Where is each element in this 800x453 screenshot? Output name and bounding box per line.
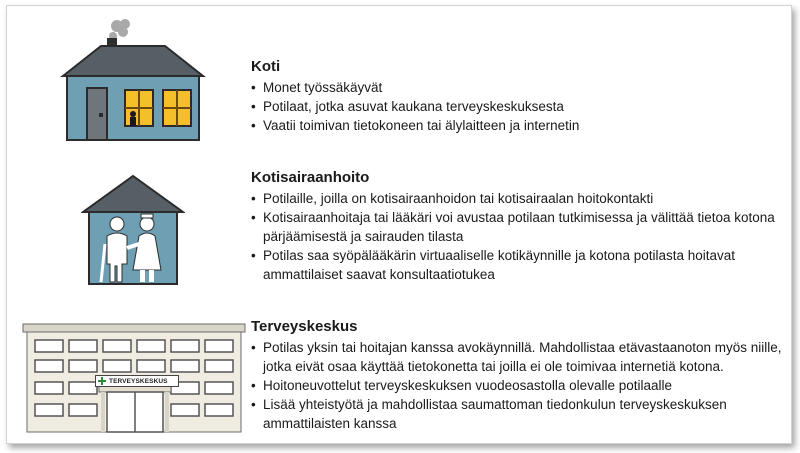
health-center-sign (95, 375, 179, 387)
list-item: • Potilaille, joilla on kotisairaanhoidon tai kotisairaalan hoitokontakti (251, 189, 781, 208)
list-item: • Potilas saa syöpälääkärin virtuaaliselle kotikäynnille ja kotona potilasta hoitavat ammattilaiset saavat konsultaatiotukea (251, 246, 781, 284)
section-title: Koti (251, 58, 281, 75)
list-item: • Potilaat, jotka asuvat kaukana terveyskeskuksesta (251, 97, 771, 116)
section-title: Terveyskeskus (251, 318, 358, 335)
health-center-sign-text: TERVEYSKESKUS (109, 377, 168, 385)
bullet-list (251, 338, 785, 433)
diagram-frame (6, 5, 792, 444)
house-icon (55, 14, 211, 144)
section-koti-text (251, 58, 771, 135)
section-terveyskeskus-text (251, 318, 785, 433)
green-cross-icon (98, 377, 106, 385)
list-item: • Potilas yksin tai hoitajan kanssa avokäynnillä. Mahdollistaa etävastaanoton myös niille, jotka eivät osaa käyttää tietokonetta tai joilla ei ole toimivaa internetiä kotona. (251, 338, 785, 376)
list-item: • Vaatii toimivan tietokoneen tai älylaitteen ja internetin (251, 116, 771, 135)
section-title: Kotisairaanhoito (251, 169, 370, 186)
bullet-list (251, 189, 781, 284)
list-item: • Hoitoneuvottelut terveyskeskuksen vuodeosastolla olevalle potilaalle (251, 376, 785, 395)
section-kotisairaanhoito-text (251, 169, 781, 284)
bullet-list (251, 78, 771, 135)
list-item: • Lisää yhteistyötä ja mahdollistaa saumattoman tiedonkulun terveyskeskuksen ammattilaisten kanssa (251, 395, 785, 433)
list-item: • Monet työssäkäyvät (251, 78, 771, 97)
home-care-icon (81, 174, 185, 286)
list-item: • Kotisairaanhoitaja tai lääkäri voi avustaa potilaan tutkimisessa ja välittää tietoa kotona pärjäämisestä ja sairauden tilasta (251, 208, 781, 246)
